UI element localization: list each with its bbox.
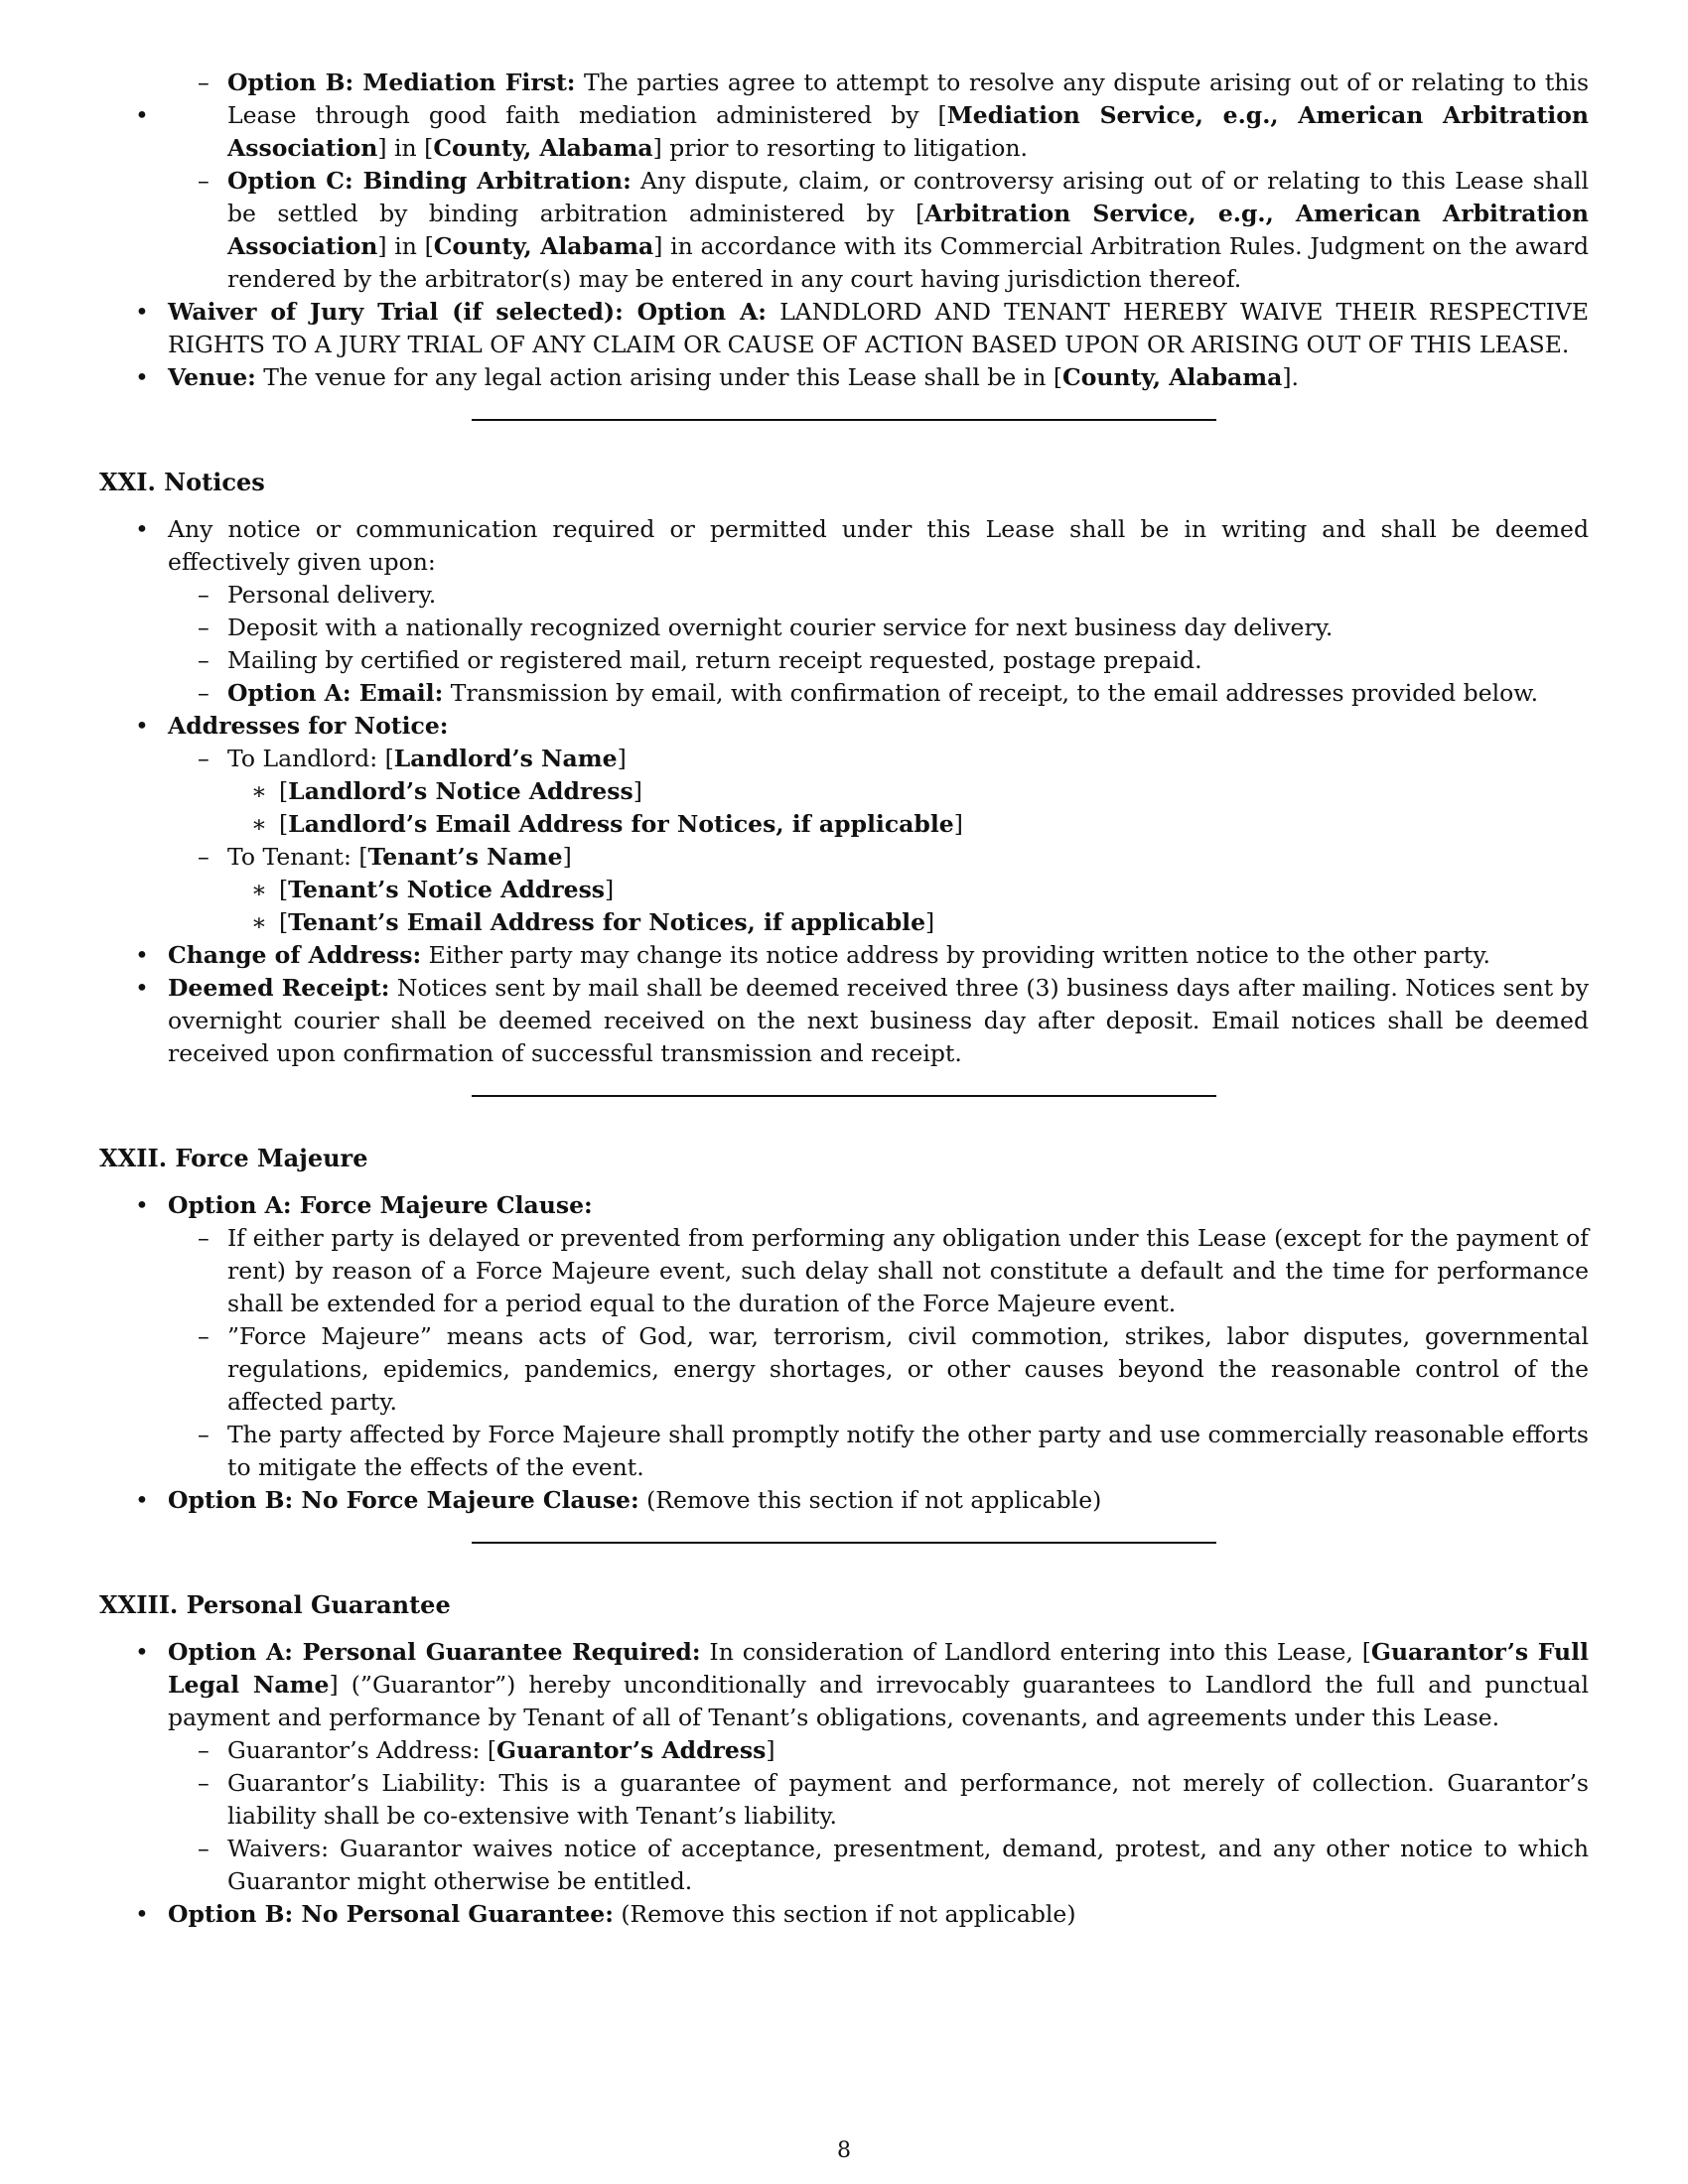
list-item: ∗ [Landlord’s Notice Address] <box>227 775 1589 808</box>
to-landlord: – To Landlord: [Landlord’s Name] ∗ [Landlord’s Notice Address] ∗ [Landlord’s Email Address for Notices, if applicable] <box>168 743 1589 841</box>
change-of-address: • Change of Address: Either party may change its notice address by providing written notice to the other party. <box>99 939 1589 972</box>
notice-methods <box>168 579 1589 710</box>
list-item: – Personal delivery. <box>168 579 1589 612</box>
guarantee-list <box>99 1636 1589 1931</box>
addresses-for-notice: • Addresses for Notice: – To Landlord: [Landlord’s Name] ∗ [Landlord’s Notice Address] ∗ [Landlord’s Email Address for Notices, if applicable] – To Tenant: [Tenant’s Name] ∗ [Tenant’s Notice Address] ∗ [Tenant’s Email Address for Notices, if applicable] <box>99 710 1589 939</box>
force-majeure-list <box>99 1189 1589 1517</box>
section-heading-personal-guarantee: XXIII. Personal Guarantee <box>99 1590 451 1619</box>
option-c-arbitration: – Option C: Binding Arbitration: Any dispute, claim, or controversy arising out of or relating to this Lease shall be settled by binding arbitration administered by [Arbitration Service, e.g., American Arbitration Association] in [County, Alabama] in accordance with its Commercial Arbitration Rules. Judgment on the award rendered by the arbitrator(s) may be entered in any court having jurisdiction thereof. <box>168 165 1589 296</box>
dispute-resolution-list <box>99 67 1589 394</box>
section-heading-notices: XXI. Notices <box>99 468 265 496</box>
notices-intro: • Any notice or communication required or permitted under this Lease shall be in writing and shall be deemed effectively given upon: – Personal delivery. – Deposit with a nationally recognized overnight courier service for next business day delivery. – Mailing by certified or registered mail, return receipt requested, postage prepaid. – Option A: Email: Transmission by email, with confirmation of receipt, to the email addresses provided below. <box>99 513 1589 710</box>
guarantee-option-a: • Option A: Personal Guarantee Required: In consideration of Landlord entering into this Lease, [Guarantor’s Full Legal Name] (”Guarantor”) hereby unconditionally and irrevocably guarantees to Landlord the full and punctual payment and performance by Tenant of all of Tenant’s obligations, covenants, and agreements under this Lease. – Guarantor’s Address: [Guarantor’s Address] – Guarantor’s Liability: This is a guarantee of payment and performance, not merely of collection. Guarantor’s liability shall be co-extensive with Tenant’s liability. – Waivers: Guarantor waives notice of acceptance, presentment, demand, protest, and any other notice to which Guarantor might otherwise be entitled. <box>99 1636 1589 1898</box>
list-item: – ”Force Majeure” means acts of God, war, terrorism, civil commotion, strikes, labor disputes, governmental regulations, epidemics, pandemics, energy shortages, or other causes beyond the reasonable control of the affected party. <box>168 1320 1589 1419</box>
notices-list <box>99 513 1589 1070</box>
landlord-details <box>227 775 1589 841</box>
force-clause-items <box>168 1222 1589 1484</box>
address-parties <box>168 743 1589 939</box>
list-item: ∗ [Landlord’s Email Address for Notices, if applicable] <box>227 808 1589 841</box>
section-divider <box>472 419 1216 421</box>
list-item: ∗ [Tenant’s Notice Address] <box>227 874 1589 906</box>
list-item: – Option A: Email: Transmission by email, with confirmation of receipt, to the email addresses provided below. <box>168 677 1589 710</box>
list-item: – Guarantor’s Address: [Guarantor’s Address] <box>168 1734 1589 1767</box>
list-item: – The party affected by Force Majeure shall promptly notify the other party and use commercially reasonable efforts to mitigate the effects of the event. <box>168 1419 1589 1484</box>
guarantee-details <box>168 1734 1589 1898</box>
dispute-options-container <box>99 67 1589 296</box>
list-item: – Mailing by certified or registered mail, return receipt requested, postage prepaid. <box>168 644 1589 677</box>
to-tenant: – To Tenant: [Tenant’s Name] ∗ [Tenant’s Notice Address] ∗ [Tenant’s Email Address for Notices, if applicable] <box>168 841 1589 939</box>
dispute-options <box>168 67 1589 296</box>
venue: • Venue: The venue for any legal action arising under this Lease shall be in [County, Alabama]. <box>99 361 1589 394</box>
list-item: – Deposit with a nationally recognized overnight courier service for next business day delivery. <box>168 612 1589 644</box>
force-option-a: • Option A: Force Majeure Clause: – If either party is delayed or prevented from performing any obligation under this Lease (except for the payment of rent) by reason of a Force Majeure event, such delay shall not constitute a default and the time for performance shall be extended for a period equal to the duration of the Force Majeure event. – ”Force Majeure” means acts of God, war, terrorism, civil commotion, strikes, labor disputes, governmental regulations, epidemics, pandemics, energy shortages, or other causes beyond the reasonable control of the affected party. – The party affected by Force Majeure shall promptly notify the other party and use commercially reasonable efforts to mitigate the effects of the event. <box>99 1189 1589 1484</box>
section-heading-force-majeure: XXII. Force Majeure <box>99 1144 368 1172</box>
force-option-b: • Option B: No Force Majeure Clause: (Remove this section if not applicable) <box>99 1484 1589 1517</box>
document-page <box>99 68 1589 1931</box>
page-number: 8 <box>837 2138 851 2163</box>
section-divider <box>472 1542 1216 1544</box>
guarantee-option-b: • Option B: No Personal Guarantee: (Remove this section if not applicable) <box>99 1898 1589 1931</box>
deemed-receipt: • Deemed Receipt: Notices sent by mail shall be deemed received three (3) business days after mailing. Notices sent by overnight courier shall be deemed received on the next business day after deposit. Email notices shall be deemed received upon confirmation of successful transmission and receipt. <box>99 972 1589 1070</box>
list-item: – Waivers: Guarantor waives notice of acceptance, presentment, demand, protest, and any other notice to which Guarantor might otherwise be entitled. <box>168 1833 1589 1898</box>
section-divider <box>472 1095 1216 1097</box>
list-item: – Guarantor’s Liability: This is a guarantee of payment and performance, not merely of collection. Guarantor’s liability shall be co-extensive with Tenant’s liability. <box>168 1767 1589 1833</box>
tenant-details <box>227 874 1589 939</box>
list-item: ∗ [Tenant’s Email Address for Notices, if applicable] <box>227 906 1589 939</box>
list-item: – If either party is delayed or prevented from performing any obligation under this Lease (except for the payment of rent) by reason of a Force Majeure event, such delay shall not constitute a default and the time for performance shall be extended for a period equal to the duration of the Force Majeure event. <box>168 1222 1589 1320</box>
waiver-jury-trial: • Waiver of Jury Trial (if selected): Option A: LANDLORD AND TENANT HEREBY WAIVE THEIR RESPECTIVE RIGHTS TO A JURY TRIAL OF ANY CLAIM OR CAUSE OF ACTION BASED UPON OR ARISING OUT OF THIS LEASE. <box>99 296 1589 361</box>
option-b-mediation: – Option B: Mediation First: The parties agree to attempt to resolve any dispute arising out of or relating to this Lease through good faith mediation administered by [Mediation Service, e.g., American Arbitration Association] in [County, Alabama] prior to resorting to litigation. <box>168 67 1589 165</box>
